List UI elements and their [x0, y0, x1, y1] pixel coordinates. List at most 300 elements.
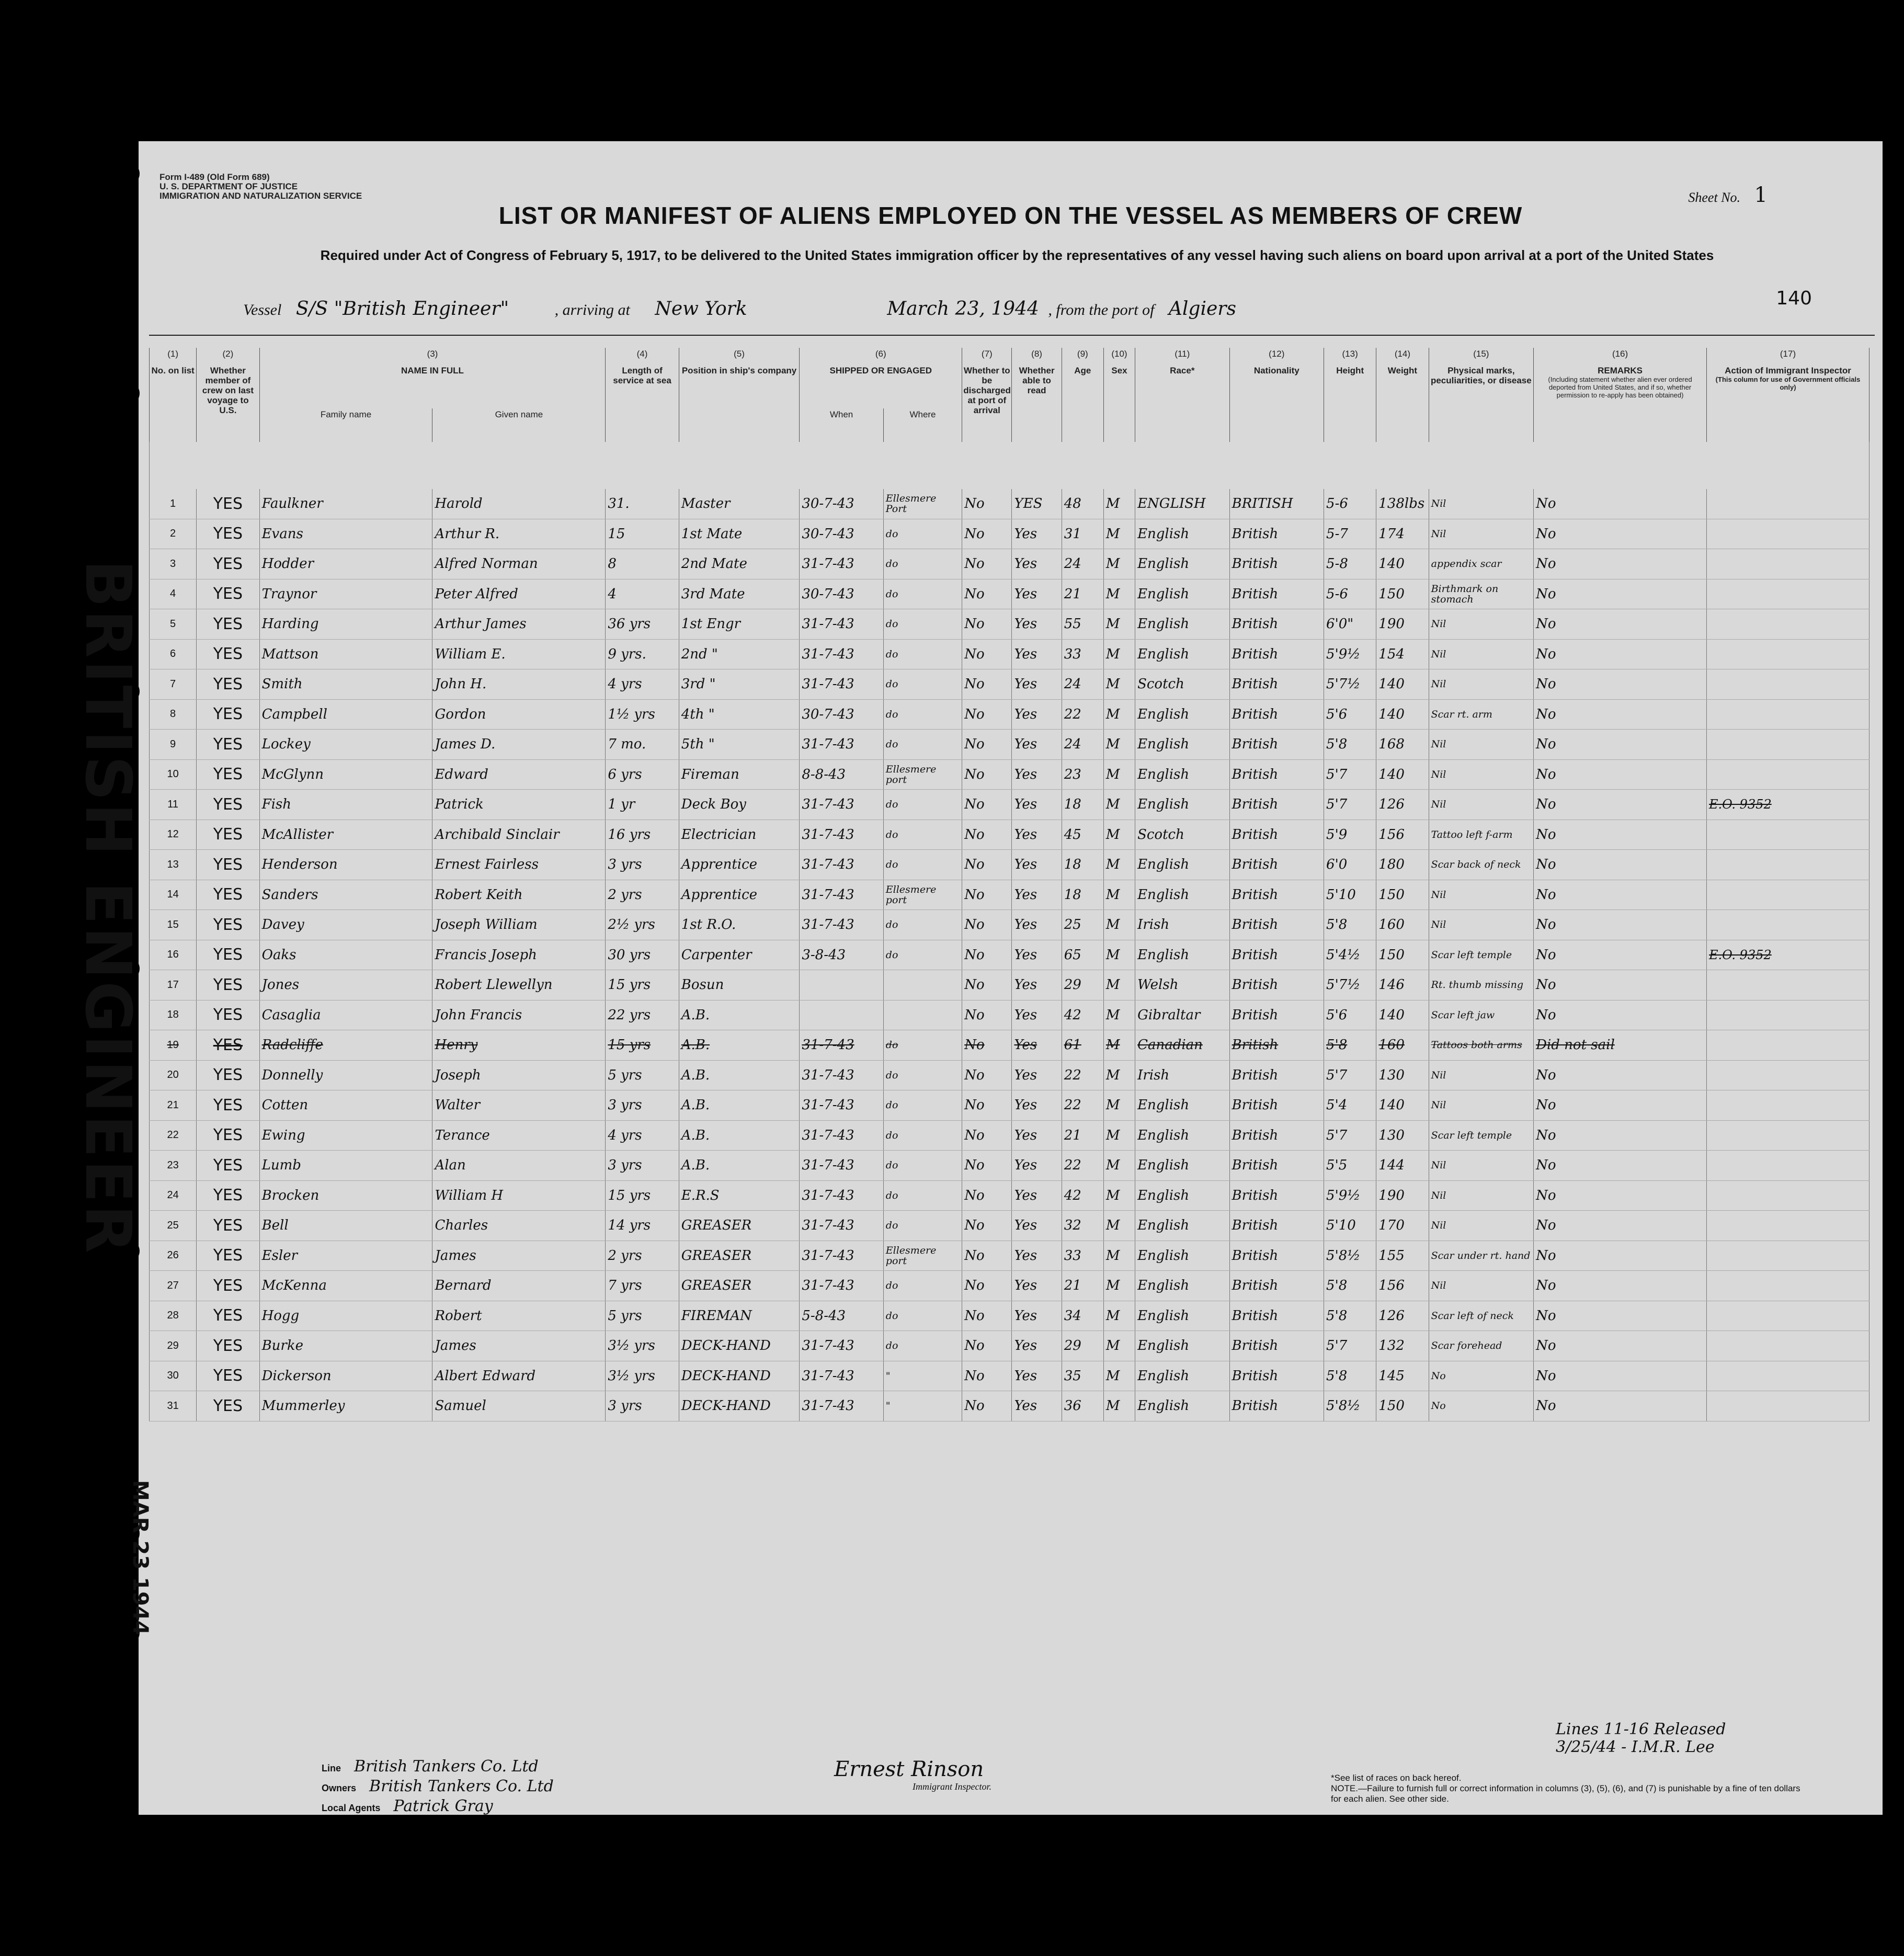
family-name: Fish	[259, 790, 432, 820]
given-name: James	[432, 1241, 606, 1271]
column-number: (15)	[1429, 348, 1534, 365]
able-to-read: Yes	[1012, 1090, 1062, 1121]
able-to-read: Yes	[1012, 880, 1062, 910]
shipped-when: 30-7-43	[800, 519, 883, 549]
physical-marks: Scar left temple	[1429, 1120, 1534, 1151]
footer	[165, 1720, 1864, 1815]
table-row	[150, 1060, 1869, 1090]
member-flag: YES	[197, 759, 259, 790]
table-row	[150, 1030, 1869, 1061]
physical-marks: Birthmark on stomach	[1429, 579, 1534, 609]
discharged: No	[962, 519, 1012, 549]
sex: M	[1103, 880, 1135, 910]
form-identifier	[159, 173, 362, 201]
member-flag: YES	[197, 1391, 259, 1421]
release-line: 3/25/44 - I.M.R. Lee	[1556, 1738, 1715, 1756]
header-sex: Sex	[1103, 365, 1135, 442]
given-name: Alan	[432, 1151, 606, 1181]
shipped-when: 30-7-43	[800, 489, 883, 519]
header-length: Length of service at sea	[606, 365, 679, 442]
vessel-line	[243, 288, 1812, 329]
given-name: Arthur R.	[432, 519, 606, 549]
nationality: British	[1229, 1211, 1324, 1241]
height: 6'0"	[1324, 609, 1376, 640]
table-row	[150, 1301, 1869, 1331]
height: 5'4½	[1324, 940, 1376, 970]
sex: M	[1103, 1030, 1135, 1061]
race: English	[1135, 1271, 1229, 1301]
able-to-read: Yes	[1012, 910, 1062, 940]
inspector-action	[1707, 639, 1869, 669]
remarks: No	[1534, 1241, 1707, 1271]
table-row	[150, 609, 1869, 640]
race: English	[1135, 639, 1229, 669]
row-number: 24	[150, 1180, 197, 1211]
agents-value: Patrick Gray	[393, 1797, 493, 1815]
table-row	[150, 1090, 1869, 1121]
member-flag: YES	[197, 1331, 259, 1361]
given-name: Robert	[432, 1301, 606, 1331]
inspector-action	[1707, 1090, 1869, 1121]
sex: M	[1103, 549, 1135, 579]
inspector-action	[1707, 1211, 1869, 1241]
position: 2nd "	[679, 639, 800, 669]
row-number: 31	[150, 1391, 197, 1421]
header-physical: Physical marks, peculiarities, or disease	[1429, 365, 1534, 442]
table-row	[150, 1331, 1869, 1361]
age: 32	[1062, 1211, 1103, 1241]
page-number: 140	[1776, 288, 1812, 309]
height: 5'8	[1324, 910, 1376, 940]
shipped-when: 31-7-43	[800, 1391, 883, 1421]
nationality: British	[1229, 639, 1324, 669]
service-length: 2 yrs	[606, 880, 679, 910]
height: 5'7	[1324, 1060, 1376, 1090]
position: Fireman	[679, 759, 800, 790]
row-number: 11	[150, 790, 197, 820]
sex: M	[1103, 489, 1135, 519]
vessel-stamp: BRITISH ENGINEER	[71, 560, 144, 1255]
table-row	[150, 790, 1869, 820]
weight: 150	[1376, 880, 1429, 910]
discharged: No	[962, 1151, 1012, 1181]
family-name: Cotten	[259, 1090, 432, 1121]
row-number: 4	[150, 579, 197, 609]
service-length: 8	[606, 549, 679, 579]
service-length: 1 yr	[606, 790, 679, 820]
nationality: British	[1229, 1361, 1324, 1391]
age: 65	[1062, 940, 1103, 970]
height: 5'9½	[1324, 1180, 1376, 1211]
family-name: McAllister	[259, 820, 432, 850]
member-flag: YES	[197, 730, 259, 760]
race: Welsh	[1135, 970, 1229, 1000]
sex: M	[1103, 970, 1135, 1000]
shipped-when	[800, 970, 883, 1000]
service-length: 9 yrs.	[606, 639, 679, 669]
height: 5'9½	[1324, 639, 1376, 669]
remarks: No	[1534, 1361, 1707, 1391]
row-number: 13	[150, 850, 197, 880]
inspector-action	[1707, 1060, 1869, 1090]
table-row	[150, 850, 1869, 880]
inspector-action	[1707, 519, 1869, 549]
column-number: (6)	[800, 348, 962, 365]
table-row	[150, 549, 1869, 579]
crew-rows	[150, 489, 1869, 1421]
given-name: John H.	[432, 669, 606, 700]
row-number: 6	[150, 639, 197, 669]
given-name: Bernard	[432, 1271, 606, 1301]
family-name: Radcliffe	[259, 1030, 432, 1061]
age: 33	[1062, 639, 1103, 669]
column-number: (1)	[150, 348, 197, 365]
inspector-action	[1707, 1120, 1869, 1151]
row-number: 16	[150, 940, 197, 970]
inspector-action	[1707, 1180, 1869, 1211]
race: English	[1135, 880, 1229, 910]
service-length: 1½ yrs	[606, 699, 679, 730]
physical-marks: No	[1429, 1361, 1534, 1391]
position: Apprentice	[679, 880, 800, 910]
weight: 126	[1376, 790, 1429, 820]
race: English	[1135, 850, 1229, 880]
header-remarks-title: REMARKS	[1598, 366, 1643, 376]
nationality: BRITISH	[1229, 489, 1324, 519]
table-row	[150, 730, 1869, 760]
age: 18	[1062, 790, 1103, 820]
weight: 140	[1376, 759, 1429, 790]
shipped-where: do	[883, 549, 962, 579]
shipped-when: 31-7-43	[800, 1271, 883, 1301]
family-name: Burke	[259, 1331, 432, 1361]
remarks: No	[1534, 639, 1707, 669]
remarks: No	[1534, 940, 1707, 970]
sex: M	[1103, 730, 1135, 760]
age: 61	[1062, 1030, 1103, 1061]
race: Irish	[1135, 1060, 1229, 1090]
weight: 132	[1376, 1331, 1429, 1361]
position: 3rd "	[679, 669, 800, 700]
race: English	[1135, 1211, 1229, 1241]
remarks: No	[1534, 820, 1707, 850]
remarks: No	[1534, 1180, 1707, 1211]
able-to-read: Yes	[1012, 699, 1062, 730]
table-row	[150, 519, 1869, 549]
height: 5'6	[1324, 699, 1376, 730]
shipped-when: 31-7-43	[800, 910, 883, 940]
table-row	[150, 970, 1869, 1000]
row-number: 22	[150, 1120, 197, 1151]
inspector-action	[1707, 910, 1869, 940]
age: 23	[1062, 759, 1103, 790]
service-length: 22 yrs	[606, 1000, 679, 1030]
row-number: 21	[150, 1090, 197, 1121]
remarks: No	[1534, 549, 1707, 579]
family-name: Oaks	[259, 940, 432, 970]
remarks: No	[1534, 579, 1707, 609]
member-flag: YES	[197, 699, 259, 730]
remarks: No	[1534, 699, 1707, 730]
header-position: Position in ship's company	[679, 365, 800, 442]
race: English	[1135, 1180, 1229, 1211]
physical-marks: appendix scar	[1429, 549, 1534, 579]
able-to-read: Yes	[1012, 1331, 1062, 1361]
shipped-where: do	[883, 820, 962, 850]
crew-table	[149, 348, 1869, 1421]
discharged: No	[962, 1211, 1012, 1241]
member-flag: YES	[197, 1301, 259, 1331]
height: 5'8½	[1324, 1391, 1376, 1421]
shipped-when: 31-7-43	[800, 1180, 883, 1211]
age: 55	[1062, 609, 1103, 640]
physical-marks: Scar forehead	[1429, 1331, 1534, 1361]
page-title: LIST OR MANIFEST OF ALIENS EMPLOYED ON THE VESSEL AS MEMBERS OF CREW	[498, 202, 1523, 229]
able-to-read: Yes	[1012, 1391, 1062, 1421]
sex: M	[1103, 820, 1135, 850]
able-to-read: Yes	[1012, 1120, 1062, 1151]
row-number: 7	[150, 669, 197, 700]
physical-marks: Nil	[1429, 790, 1534, 820]
shipped-when: 31-7-43	[800, 639, 883, 669]
physical-marks: Nil	[1429, 1180, 1534, 1211]
remarks: No	[1534, 1090, 1707, 1121]
table-row	[150, 940, 1869, 970]
shipped-where: "	[883, 1361, 962, 1391]
nationality: British	[1229, 820, 1324, 850]
header-given-name: Given name	[432, 408, 606, 442]
service-length: 16 yrs	[606, 820, 679, 850]
position: GREASER	[679, 1241, 800, 1271]
family-name: McKenna	[259, 1271, 432, 1301]
physical-marks: Nil	[1429, 910, 1534, 940]
shipped-where: "	[883, 1391, 962, 1421]
remarks: No	[1534, 1391, 1707, 1421]
race: English	[1135, 579, 1229, 609]
header-remarks	[1534, 365, 1707, 442]
able-to-read: Yes	[1012, 639, 1062, 669]
weight: 130	[1376, 1120, 1429, 1151]
discharged: No	[962, 880, 1012, 910]
service-length: 14 yrs	[606, 1211, 679, 1241]
position: A.B.	[679, 1151, 800, 1181]
age: 25	[1062, 910, 1103, 940]
table-row	[150, 880, 1869, 910]
sex: M	[1103, 699, 1135, 730]
member-flag: YES	[197, 850, 259, 880]
stamp-date: MAR 23 1944	[128, 1480, 152, 1635]
age: 33	[1062, 1241, 1103, 1271]
position: 1st R.O.	[679, 910, 800, 940]
able-to-read: Yes	[1012, 609, 1062, 640]
service-length: 4	[606, 579, 679, 609]
service-length: 3 yrs	[606, 1151, 679, 1181]
nationality: British	[1229, 609, 1324, 640]
footer-line	[322, 1757, 539, 1776]
from-port-label: , from the port of	[1048, 301, 1155, 319]
row-number: 30	[150, 1361, 197, 1391]
inspector-action	[1707, 850, 1869, 880]
sex: M	[1103, 1331, 1135, 1361]
race: Scotch	[1135, 669, 1229, 700]
column-number: (7)	[962, 348, 1012, 365]
inspector-action	[1707, 1241, 1869, 1271]
header-action	[1707, 365, 1869, 442]
race: English	[1135, 759, 1229, 790]
sex: M	[1103, 910, 1135, 940]
nationality: British	[1229, 940, 1324, 970]
position: A.B.	[679, 1000, 800, 1030]
inspector-action	[1707, 820, 1869, 850]
given-name: Edward	[432, 759, 606, 790]
column-number: (13)	[1324, 348, 1376, 365]
member-flag: YES	[197, 609, 259, 640]
shipped-when: 31-7-43	[800, 730, 883, 760]
physical-marks: Nil	[1429, 759, 1534, 790]
remarks: No	[1534, 910, 1707, 940]
row-number: 25	[150, 1211, 197, 1241]
sex: M	[1103, 1301, 1135, 1331]
family-name: Mattson	[259, 639, 432, 669]
header-member: Whether member of crew on last voyage to U.S.	[197, 365, 259, 442]
weight: 156	[1376, 820, 1429, 850]
shipped-where: do	[883, 790, 962, 820]
column-number: (10)	[1103, 348, 1135, 365]
discharged: No	[962, 549, 1012, 579]
height: 5'10	[1324, 1211, 1376, 1241]
owners-value: British Tankers Co. Ltd	[369, 1777, 554, 1795]
height: 5'6	[1324, 1000, 1376, 1030]
discharged: No	[962, 820, 1012, 850]
member-flag: YES	[197, 970, 259, 1000]
given-name: Henry	[432, 1030, 606, 1061]
height: 5'7	[1324, 790, 1376, 820]
race: English	[1135, 1151, 1229, 1181]
family-name: McGlynn	[259, 759, 432, 790]
position: 3rd Mate	[679, 579, 800, 609]
from-port: Algiers	[1168, 298, 1236, 320]
given-name: Alfred Norman	[432, 549, 606, 579]
member-flag: YES	[197, 549, 259, 579]
given-name: William H	[432, 1180, 606, 1211]
header-discharged: Whether to be discharged at port of arrival	[962, 365, 1012, 442]
column-number: (17)	[1707, 348, 1869, 365]
table-row	[150, 759, 1869, 790]
inspector-action	[1707, 759, 1869, 790]
family-name: Smith	[259, 669, 432, 700]
physical-marks: Nil	[1429, 669, 1534, 700]
punch-hole	[117, 382, 140, 405]
physical-marks: Nil	[1429, 519, 1534, 549]
position: 4th "	[679, 699, 800, 730]
nationality: British	[1229, 970, 1324, 1000]
age: 22	[1062, 1151, 1103, 1181]
shipped-where: do	[883, 609, 962, 640]
physical-marks: Nil	[1429, 1090, 1534, 1121]
weight: 140	[1376, 669, 1429, 700]
member-flag: YES	[197, 1060, 259, 1090]
position: Electrician	[679, 820, 800, 850]
discharged: No	[962, 489, 1012, 519]
remarks: No	[1534, 1060, 1707, 1090]
header-action-title: Action of Immigrant Inspector	[1725, 366, 1851, 376]
table-row	[150, 639, 1869, 669]
physical-marks: Nil	[1429, 1151, 1534, 1181]
shipped-where: Ellesmere port	[883, 759, 962, 790]
age: 42	[1062, 1000, 1103, 1030]
table-row	[150, 699, 1869, 730]
position: A.B.	[679, 1030, 800, 1061]
remarks: No	[1534, 1211, 1707, 1241]
shipped-when: 31-7-43	[800, 1090, 883, 1121]
table-row	[150, 1151, 1869, 1181]
age: 45	[1062, 820, 1103, 850]
header-race: Race*	[1135, 365, 1229, 442]
inspector-action	[1707, 549, 1869, 579]
family-name: Faulkner	[259, 489, 432, 519]
shipped-when: 31-7-43	[800, 609, 883, 640]
row-number: 8	[150, 699, 197, 730]
race: English	[1135, 1301, 1229, 1331]
race: English	[1135, 1241, 1229, 1271]
table-row	[150, 1120, 1869, 1151]
page-subtitle: Required under Act of Congress of February 5, 1917, to be delivered to the United States immigration officer by the representatives of any vessel having such aliens on board upon arrival at a port of the United States	[320, 247, 1714, 263]
able-to-read: Yes	[1012, 730, 1062, 760]
age: 21	[1062, 1271, 1103, 1301]
service-length: 15	[606, 519, 679, 549]
position: 1st Mate	[679, 519, 800, 549]
able-to-read: Yes	[1012, 759, 1062, 790]
weight: 150	[1376, 940, 1429, 970]
shipped-when: 30-7-43	[800, 699, 883, 730]
race: English	[1135, 699, 1229, 730]
shipped-where: Ellesmere Port	[883, 489, 962, 519]
shipped-when: 31-7-43	[800, 1361, 883, 1391]
remarks: No	[1534, 1271, 1707, 1301]
member-flag: YES	[197, 1361, 259, 1391]
height: 5'7½	[1324, 970, 1376, 1000]
service-length: 6 yrs	[606, 759, 679, 790]
inspector-signature	[834, 1757, 991, 1792]
service-length: 7 yrs	[606, 1271, 679, 1301]
column-number: (16)	[1534, 348, 1707, 365]
table-row	[150, 1000, 1869, 1030]
nationality: British	[1229, 730, 1324, 760]
member-flag: YES	[197, 790, 259, 820]
shipped-where: Ellesmere port	[883, 880, 962, 910]
service-length: 3½ yrs	[606, 1361, 679, 1391]
physical-marks: Tattoo left f-arm	[1429, 820, 1534, 850]
discharged: No	[962, 970, 1012, 1000]
discharged: No	[962, 940, 1012, 970]
discharged: No	[962, 1301, 1012, 1331]
penalty-note: NOTE.—Failure to furnish full or correct information in columns (3), (5), (6), and (7) is punishable by a fine of ten dollars for each alien. See other side.	[1331, 1783, 1800, 1804]
nationality: British	[1229, 579, 1324, 609]
nationality: British	[1229, 880, 1324, 910]
height: 5'7	[1324, 759, 1376, 790]
discharged: No	[962, 609, 1012, 640]
weight: 174	[1376, 519, 1429, 549]
discharged: No	[962, 1391, 1012, 1421]
physical-marks: Scar back of neck	[1429, 850, 1534, 880]
shipped-when: 30-7-43	[800, 579, 883, 609]
position: A.B.	[679, 1060, 800, 1090]
height: 5'8	[1324, 1271, 1376, 1301]
able-to-read: Yes	[1012, 1000, 1062, 1030]
inspector-action	[1707, 1271, 1869, 1301]
discharged: No	[962, 669, 1012, 700]
shipped-where: do	[883, 730, 962, 760]
